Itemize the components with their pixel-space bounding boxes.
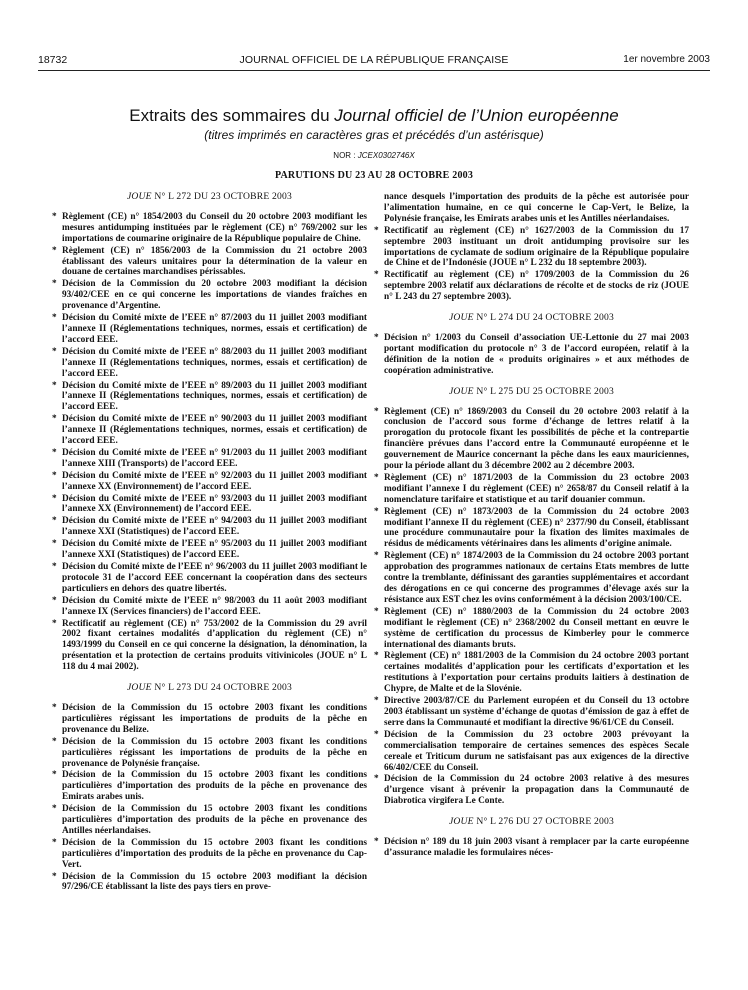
- summary-item-text: Directive 2003/87/CE du Parlement européen et du Conseil du 13 octobre 2003 établissant un système d’échange de quotas d’émission de gaz à effet de serre dans la Communauté et modifiant la directive 96/61/CE du Conseil.: [384, 696, 689, 728]
- summary-item: [52, 212, 367, 245]
- summary-item: [52, 448, 367, 470]
- asterisk-marker: *: [374, 270, 379, 281]
- summary-item: [52, 347, 367, 380]
- summary-item: [52, 562, 367, 595]
- asterisk-marker: *: [52, 470, 57, 481]
- section-heading-joue: JOUE: [126, 191, 152, 202]
- asterisk-marker: *: [52, 562, 57, 572]
- section-heading: [52, 683, 367, 694]
- summary-item-text: Décision de la Commission du 15 octobre 2003 fixant les conditions particulières régissant les importations de produits de la pêche en provenance de Polynésie française.: [62, 736, 367, 769]
- summary-item-text: Décision du Comité mixte de l’EEE n° 93/2003 du 11 juillet 2003 modifiant l’annexe XX (Environnement) de l’accord EEE.: [62, 493, 367, 515]
- summary-item: [374, 507, 689, 551]
- asterisk-marker: *: [374, 406, 379, 417]
- asterisk-marker: *: [52, 414, 57, 425]
- summary-item-text: Règlement (CE) n° 1869/2003 du Conseil du 20 octobre 2003 relatif à la conclusion de l’accord sous forme d’échange de lettres relatif à la prorogation du protocole fixant les possibilités de pêche et la contrepartie financière prévues dans l’accord entre la Communauté européenne et le gouvernement de Maurice concernant la pêche dans les eaux mauriciennes, pour la période allant du 3 décembre 2002 au 2 décembre 2003.: [384, 406, 689, 472]
- summary-item: [52, 414, 367, 447]
- asterisk-marker: *: [52, 245, 57, 256]
- summary-item: [52, 279, 367, 312]
- asterisk-marker: *: [52, 447, 57, 458]
- summary-item: [374, 651, 689, 695]
- section-heading-number: N° L 272 DU 23 OCTOBRE 2003: [151, 191, 293, 202]
- summary-item-text: Décision de la Commission du 20 octobre 2003 modifiant la décision 93/402/CEE en ce qui concerne les importations de viandes fraîches en provenance d’Argentine.: [62, 279, 367, 312]
- page-header: [38, 54, 710, 68]
- asterisk-marker: *: [52, 736, 57, 747]
- right-column: [374, 192, 689, 860]
- title-part2: Journal officiel de l’Union européenne: [334, 106, 619, 125]
- summary-item-text: Décision de la Commission du 23 octobre 2003 prévoyant la commercialisation temporaire de certaines semences des espèces Secale cereale et Triticum durum ne satisfaisant pas aux exigences de la directive 66/402/CEE du Conseil.: [384, 729, 689, 773]
- summary-item: [374, 333, 689, 377]
- asterisk-marker: *: [52, 346, 57, 357]
- parutions-heading: PARUTIONS DU 23 AU 28 OCTOBRE 2003: [274, 170, 474, 181]
- summary-item: [52, 804, 367, 837]
- asterisk-marker: *: [52, 702, 57, 713]
- section-heading-number: N° L 276 DU 27 OCTOBRE 2003: [473, 816, 615, 828]
- asterisk-marker: *: [374, 651, 379, 662]
- summary-item-text: Règlement (CE) n° 1873/2003 de la Commission du 24 octobre 2003 modifiant l’annexe II du règlement (CEE) n° 2377/90 du Conseil, établissant une procédure communautaire pour la fixation des limites maximales de résidus de médicaments vétérinaires dans les aliments d’origine animale.: [384, 506, 689, 550]
- section-heading-joue: JOUE: [448, 312, 474, 324]
- nor-label: NOR :: [333, 151, 358, 160]
- summary-item: [374, 730, 689, 774]
- summary-item: [52, 471, 367, 493]
- summary-item-text: Décision de la Commission du 24 octobre 2003 relative à des mesures d’urgence visant à prévenir la propagation dans la Communauté de Diabrotica virgifera Le Conte.: [384, 774, 689, 807]
- summary-item: [52, 539, 367, 561]
- summary-item-text: Décision du Comité mixte de l’EEE n° 92/2003 du 11 juillet 2003 modifiant l’annexe XX (Environnement) de l’accord EEE.: [62, 470, 367, 492]
- section-heading-joue: JOUE: [126, 682, 152, 694]
- asterisk-marker: *: [52, 539, 57, 550]
- asterisk-marker: *: [52, 595, 57, 606]
- summary-item-text: Décision du Comité mixte de l’EEE n° 88/2003 du 11 juillet 2003 modifiant l’annexe II (Réglementations techniques, normes, essais et certification) de l’accord EEE.: [62, 346, 367, 379]
- summary-item-text: Décision de la Commission du 15 octobre 2003 modifiant la décision 97/296/CE établissant la liste des pays tiers en prove-: [62, 871, 367, 893]
- summary-item-text: Décision de la Commission du 15 octobre 2003 fixant les conditions particulières d’importation des produits de la pêche en provenance du Cap-Vert.: [62, 837, 367, 870]
- summary-item: [374, 473, 689, 506]
- asterisk-marker: *: [52, 618, 57, 629]
- asterisk-marker: *: [374, 837, 379, 848]
- summary-item-text: Règlement (CE) n° 1880/2003 de la Commission du 24 octobre 2003 modifiant le règlement (CE) n° 2368/2002 du Conseil mettant en œuvre le système de certification du processus de Kimberley pour le commerce international des diamants bruts.: [384, 606, 689, 650]
- summary-item-text: Rectificatif au règlement (CE) n° 753/2002 de la Commission du 29 avril 2002 fixant certaines modalités d’application du règlement (CE) n° 1493/1999 du Conseil en ce qui concerne la désignation, la dénomination, la présentation et la protection de certains produits vitivinicoles (JOUE n° L 118 du 4 mai 2002).: [62, 618, 367, 673]
- asterisk-marker: *: [52, 211, 57, 222]
- summary-item: [52, 838, 367, 871]
- section-heading-joue: JOUE: [448, 816, 474, 828]
- asterisk-marker: *: [52, 493, 57, 504]
- section-heading: [374, 313, 689, 324]
- summary-item: [52, 381, 367, 414]
- journal-title: JOURNAL OFFICIEL DE LA RÉPUBLIQUE FRANÇAISE: [239, 54, 509, 66]
- summary-item-text: Décision de la Commission du 15 octobre 2003 fixant les conditions particulières d’importation des produits de la pêche en provenance des Emirats arabes unis.: [62, 770, 367, 803]
- summary-item: [52, 596, 367, 618]
- asterisk-marker: *: [374, 225, 379, 236]
- asterisk-marker: *: [52, 380, 57, 391]
- asterisk-marker: *: [52, 770, 57, 781]
- asterisk-marker: *: [374, 729, 379, 740]
- summary-item-text: Règlement (CE) n° 1854/2003 du Conseil du 20 octobre 2003 modifiant les mesures antidumping instituées par le règlement (CE) n° 769/2002 sur les importations de coumarine originaire de la République populaire de Chine.: [62, 211, 367, 244]
- summary-item-text: Décision n° 1/2003 du Conseil d’association UE-Lettonie du 27 mai 2003 portant modification du protocole n° 3 de l’accord européen, relatif à la définition de la notion de « produits originaires » et aux méthodes de coopération administrative.: [384, 332, 689, 376]
- summary-item: [374, 551, 689, 606]
- header-rule: [38, 70, 710, 71]
- section-heading-number: N° L 273 DU 24 OCTOBRE 2003: [151, 682, 293, 694]
- asterisk-marker: *: [374, 696, 379, 707]
- summary-item-text: Règlement (CE) n° 1856/2003 de la Commission du 21 octobre 2003 établissant des valeurs unitaires pour la détermination de la valeur en douane de certaines marchandises périssables.: [62, 245, 367, 278]
- summary-item-text: Décision du Comité mixte de l’EEE n° 94/2003 du 11 juillet 2003 modifiant l’annexe XXI (Statistiques) de l’accord EEE.: [62, 516, 367, 538]
- summary-item: [52, 737, 367, 770]
- summary-item-text: Décision du Comité mixte de l’EEE n° 90/2003 du 11 juillet 2003 modifiant l’annexe II (Réglementations techniques, normes, essais et certification) de l’accord EEE.: [62, 414, 367, 447]
- summary-item-text: Règlement (CE) n° 1871/2003 de la Commission du 23 octobre 2003 modifiant l’annexe I du règlement (CEE) n° 2658/87 du Conseil relatif à la nomenclature tarifaire et statistique et au tarif douanier commun.: [384, 472, 689, 505]
- section-heading: [374, 817, 689, 828]
- asterisk-marker: *: [374, 551, 379, 562]
- summary-item-text: Rectificatif au règlement (CE) n° 1709/2003 de la Commission du 26 septembre 2003 relatif aux déclarations de récolte et de stocks de riz (JOUE n° L 243 du 27 septembre 2003).: [384, 270, 689, 303]
- summary-item-text: Règlement (CE) n° 1881/2003 de la Commision du 24 octobre 2003 portant certaines modalités d’application pour les certificats d’exportation et les restitutions à l’exportation pour certains produits laitiers à destination de Chypre, de Malte et de la Slovénie.: [384, 651, 689, 695]
- asterisk-marker: *: [374, 774, 379, 785]
- summary-item: [374, 226, 689, 270]
- section-heading-number: N° L 275 DU 25 OCTOBRE 2003: [473, 385, 615, 397]
- page-number: 18732: [38, 54, 68, 66]
- summary-item: [374, 837, 689, 859]
- asterisk-marker: *: [374, 472, 379, 483]
- summary-item: [374, 407, 689, 472]
- summary-item-text: Décision n° 189 du 18 juin 2003 visant à remplacer par la carte européenne d’assurance maladie les formulaires néces-: [384, 837, 689, 858]
- continued-item-text: nance desquels l’importation des produits de la pêche est autorisée pour l’alimentation humaine, en ce qui concerne le Cap-Vert, le Belize, la Polynésie française, les Emirats arabes unis et les Antilles néerlandaises.: [384, 192, 689, 224]
- summary-item: [52, 619, 367, 674]
- section-heading: [52, 192, 367, 203]
- asterisk-marker: *: [52, 871, 57, 882]
- summary-item-text: Décision de la Commission du 15 octobre 2003 fixant les conditions particulières régissant les importations de produits de la pêche en provenance du Belize.: [62, 702, 367, 735]
- summary-item-text: Décision du Comité mixte de l’EEE n° 95/2003 du 11 juillet 2003 modifiant l’annexe XXI (Statistiques) de l’accord EEE.: [62, 539, 367, 561]
- section-heading-joue: JOUE: [448, 385, 474, 397]
- asterisk-marker: *: [52, 804, 57, 815]
- left-column: [52, 192, 367, 894]
- summary-item-text: Décision du Comité mixte de l’EEE n° 87/2003 du 11 juillet 2003 modifiant l’annexe II (Réglementations techniques, normes, essais et certification) de l’accord EEE.: [62, 313, 367, 345]
- title-part1: Extraits des sommaires du: [129, 106, 335, 125]
- nor-value: JCEX0302746X: [357, 151, 415, 160]
- summary-item-text: Décision du Comité mixte de l’EEE n° 96/2003 du 11 juillet 2003 modifiant le protocole 31 de l’accord EEE concernant la coopération dans des secteurs particuliers en dehors des quatre libertés.: [62, 562, 367, 594]
- summary-item-text: Décision de la Commission du 15 octobre 2003 fixant les conditions particulières d’importation des produits de la pêche en provenance des Antilles néerlandaises.: [62, 804, 367, 836]
- summary-item: [374, 696, 689, 729]
- nor-reference: [0, 151, 748, 160]
- summary-item: [374, 774, 689, 807]
- summary-item: [52, 872, 367, 894]
- asterisk-marker: *: [52, 837, 57, 848]
- asterisk-marker: *: [52, 516, 57, 527]
- summary-item: [374, 270, 689, 303]
- asterisk-marker: *: [374, 606, 379, 617]
- summary-item: [52, 703, 367, 736]
- summary-item: [52, 516, 367, 538]
- summary-item: [374, 607, 689, 651]
- summary-item-text: Décision du Comité mixte de l’EEE n° 98/2003 du 11 août 2003 modifiant l’annexe IX (Services financiers) de l’accord EEE.: [62, 595, 367, 617]
- summary-item-text: Décision du Comité mixte de l’EEE n° 89/2003 du 11 juillet 2003 modifiant l’annexe II (Réglementations techniques, normes, essais et certification) de l’accord EEE.: [62, 380, 367, 413]
- section-heading: [374, 387, 689, 398]
- summary-item-text: Règlement (CE) n° 1874/2003 de la Commission du 24 octobre 2003 portant approbation des programmes nationaux de certains Etats membres de lutte contre la tremblante, définissant des garanties supplémentaires et accordant des dérogations en ce qui concerne des programmes d’élevage axés sur la résistance aux EST chez les ovins conformément à la décision 2003/100/CE.: [384, 551, 689, 605]
- asterisk-marker: *: [52, 313, 57, 324]
- summary-item-text: Décision du Comité mixte de l’EEE n° 91/2003 du 11 juillet 2003 modifiant l’annexe XIII (Transports) de l’accord EEE.: [62, 447, 367, 469]
- issue-date: 1er novembre 2003: [623, 54, 710, 65]
- section-heading-number: N° L 274 DU 24 OCTOBRE 2003: [473, 312, 615, 324]
- summary-item: [52, 313, 367, 346]
- summary-item: [52, 770, 367, 803]
- page-subtitle: (titres imprimés en caractères gras et précédés d’un astérisque): [204, 128, 544, 142]
- summary-item: [52, 494, 367, 516]
- summary-item-text: Rectificatif au règlement (CE) n° 1627/2003 de la Commission du 17 septembre 2003 instituant un droit antidumping provisoire sur les importations de cyclamate de sodium originaire de la République populaire de Chine et de l’Indonésie (JOUE n° L 232 du 18 septembre 2003).: [384, 225, 689, 269]
- asterisk-marker: *: [52, 279, 57, 290]
- summary-item: [52, 246, 367, 279]
- asterisk-marker: *: [374, 332, 379, 343]
- page-title: [0, 106, 748, 126]
- asterisk-marker: *: [374, 506, 379, 517]
